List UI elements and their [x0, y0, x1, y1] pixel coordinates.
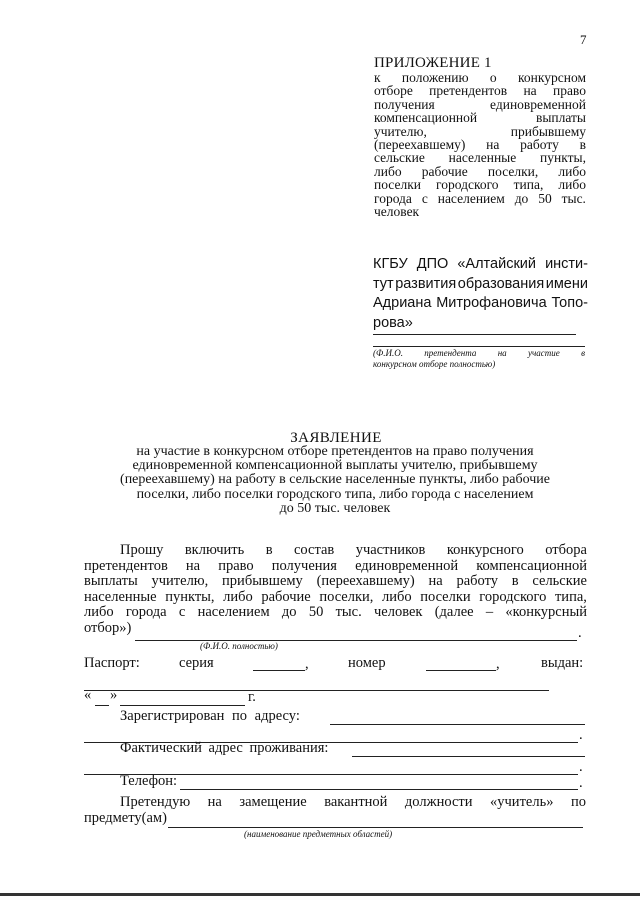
- passport-number-label: номер: [348, 655, 386, 671]
- paragraph-line: [84, 590, 587, 606]
- word: должности: [404, 794, 473, 810]
- word: «Алтайский: [457, 256, 536, 272]
- addressee-line: рова»: [373, 314, 413, 331]
- paragraph-line: [84, 559, 587, 575]
- word: либо: [374, 163, 402, 179]
- page-number: 7: [580, 32, 587, 47]
- word: (Ф.И.О.: [373, 348, 403, 358]
- word: образования: [457, 275, 545, 292]
- word: замещение: [239, 794, 307, 810]
- word: города: [125, 604, 167, 621]
- word: КГБУ: [373, 256, 408, 272]
- addressee-block: [373, 255, 588, 333]
- word: города: [374, 190, 412, 206]
- word: по: [570, 794, 586, 810]
- comma: ,: [305, 656, 309, 672]
- statement-title: ЗАЯВЛЕНИЕ: [290, 430, 382, 446]
- word: населением: [437, 190, 505, 206]
- word: поселки,: [319, 588, 374, 605]
- word: развития: [395, 275, 457, 292]
- word: человек: [373, 604, 423, 621]
- appendix-line: [374, 165, 586, 178]
- word: получения: [271, 557, 337, 574]
- word: либо: [558, 177, 586, 193]
- word: состав: [293, 542, 335, 558]
- appendix-title: ПРИЛОЖЕНИЕ 1: [374, 55, 492, 71]
- word: на: [207, 794, 222, 810]
- vacancy-line: [120, 795, 586, 811]
- word: конкурсного: [446, 542, 524, 558]
- word: вакантной: [324, 794, 388, 810]
- word: выплаты: [535, 110, 586, 126]
- word: на: [185, 557, 201, 574]
- word: типа,: [513, 177, 544, 193]
- date-close-quote: »: [110, 687, 118, 703]
- appendix-line: [374, 111, 586, 124]
- request-paragraph: [84, 543, 587, 621]
- page-bottom-edge: [0, 893, 640, 896]
- word: с: [421, 190, 428, 206]
- appendix-line: [374, 84, 586, 97]
- word: тут: [373, 275, 394, 292]
- passport-date-field[interactable]: [120, 705, 245, 706]
- word: с: [178, 604, 186, 621]
- word: пункты,: [540, 150, 586, 166]
- passport-number-field[interactable]: [426, 670, 496, 671]
- applicant-name-line[interactable]: [373, 334, 576, 335]
- subject-label: предмету(ам): [84, 810, 167, 826]
- fio-caption-line: конкурсном отборе полностью): [373, 359, 496, 369]
- word: пункты,: [165, 588, 215, 605]
- word: имени: [545, 275, 588, 292]
- actual-address-label: Фактический адрес проживания:: [120, 740, 329, 756]
- word: либо: [558, 163, 586, 179]
- word: претендентов: [429, 83, 508, 99]
- word: прибывшему: [222, 573, 303, 590]
- word: на: [497, 348, 507, 358]
- word: работу: [520, 137, 559, 153]
- word: типа,: [554, 588, 587, 605]
- word: Прошу: [120, 542, 164, 558]
- word: включить: [184, 542, 245, 558]
- word: на: [428, 573, 443, 590]
- statement-subtitle: [100, 445, 570, 516]
- appendix-line: [374, 138, 586, 151]
- actual-address-field[interactable]: [352, 756, 585, 757]
- word: компенсационной: [476, 557, 587, 574]
- word: участников: [355, 542, 426, 558]
- word: до: [281, 604, 297, 621]
- addressee-line: [373, 294, 588, 314]
- word: «учитель»: [490, 794, 554, 810]
- passport-issued-field[interactable]: [84, 690, 549, 691]
- paragraph-end: отбор»): [84, 620, 132, 636]
- word: рабочие: [421, 163, 468, 179]
- addressee-line: [373, 275, 588, 295]
- appendix-line: [374, 192, 586, 205]
- word: участие: [527, 348, 560, 358]
- comma: ,: [496, 656, 500, 672]
- appendix-line: [374, 71, 586, 84]
- word: сельские: [374, 150, 425, 166]
- word: (далее: [434, 604, 474, 621]
- word: либо: [382, 588, 412, 605]
- word: тыс.: [561, 190, 586, 206]
- appendix-text: [374, 71, 586, 218]
- subtitle-line: на участие в конкурсном отборе претендентов на право получения: [136, 444, 534, 459]
- addressee-line: [373, 255, 588, 275]
- word: поселки,: [487, 163, 539, 179]
- word: единовременной: [490, 96, 586, 112]
- word: рабочие: [261, 588, 311, 605]
- word: прибывшему: [510, 123, 586, 139]
- paragraph-line: [84, 574, 587, 590]
- word: сельские: [532, 573, 587, 590]
- paragraph-line: [84, 543, 587, 559]
- applicant-fio-caption: [373, 348, 585, 370]
- subtitle-line: (переехавшему) на работу в сельские населенные пункты, либо рабочие: [120, 472, 550, 488]
- word: поселки: [420, 588, 471, 605]
- passport-series-field[interactable]: [253, 670, 305, 671]
- word: 50: [538, 190, 552, 206]
- passport-date-day-field[interactable]: [95, 705, 109, 706]
- word: Претендую: [120, 794, 191, 810]
- word: положению: [401, 70, 469, 85]
- paragraph-line: [84, 605, 587, 621]
- appendix-line: [374, 178, 586, 191]
- word: в: [581, 348, 585, 358]
- passport-label: Паспорт:: [84, 655, 140, 671]
- word: Митрофановича: [436, 295, 547, 311]
- appendix-line: [374, 98, 586, 111]
- period: .: [579, 759, 583, 775]
- word: отбора: [545, 542, 587, 558]
- word: тыс.: [335, 604, 362, 621]
- date-open-quote: «: [84, 687, 92, 703]
- subtitle-line: до 50 тыс. человек: [279, 500, 391, 516]
- word: ДПО: [416, 256, 449, 272]
- word: (переехавшему): [316, 573, 415, 590]
- word: получения: [374, 96, 435, 112]
- period: .: [578, 625, 582, 641]
- registered-address-field[interactable]: [330, 724, 585, 725]
- appendix-line: человек: [374, 204, 420, 220]
- appendix-line: [374, 125, 586, 138]
- subjects-field[interactable]: [168, 827, 583, 828]
- phone-label: Телефон:: [120, 773, 178, 789]
- word: населенные: [448, 150, 517, 166]
- passport-issued-label: выдан:: [541, 655, 584, 671]
- word: о: [489, 70, 497, 85]
- word: претендентов: [84, 557, 168, 574]
- word: единовременной: [355, 557, 459, 574]
- word: населением: [197, 604, 270, 621]
- word: Адриана: [373, 295, 432, 311]
- word: городского: [479, 588, 547, 605]
- appendix-line: [374, 151, 586, 164]
- word: 50: [308, 604, 324, 621]
- period: .: [579, 775, 583, 791]
- passport-series-label: серия: [179, 655, 214, 671]
- phone-field[interactable]: [180, 789, 578, 790]
- period: .: [579, 727, 583, 743]
- word: право: [552, 83, 586, 99]
- registered-address-label: Зарегистрирован по адресу:: [120, 708, 300, 724]
- year-suffix: г.: [248, 689, 256, 705]
- word: в: [265, 542, 273, 558]
- word: конкурсном: [518, 70, 586, 85]
- word: на: [486, 137, 500, 153]
- word: учителю,: [151, 573, 209, 590]
- word: Топо-: [551, 295, 588, 311]
- word: городского: [436, 177, 499, 193]
- word: претендента: [424, 348, 477, 358]
- word: на: [523, 83, 537, 99]
- subtitle-line: единовременной компенсационной выплаты учителю, прибывшему: [132, 458, 538, 474]
- word: либо: [84, 604, 114, 621]
- word: инсти-: [545, 256, 588, 272]
- subtitle-line: поселки, либо поселки городского типа, либо города с населением: [136, 486, 534, 502]
- word: в: [511, 573, 519, 590]
- word: «конкурсный: [505, 604, 587, 621]
- word: учителю,: [374, 123, 427, 139]
- word: населенные: [84, 588, 157, 605]
- word: поселки: [374, 177, 421, 193]
- word: компенсационной: [374, 110, 478, 126]
- word: право: [218, 557, 254, 574]
- word: –: [485, 604, 494, 621]
- word: либо: [223, 588, 253, 605]
- word: выплаты: [84, 573, 138, 590]
- subjects-caption: (наименование предметных областей): [244, 829, 393, 839]
- word: в: [579, 137, 586, 153]
- applicant-name-line-2[interactable]: [373, 346, 585, 347]
- fio-caption-line: [373, 348, 585, 359]
- fio-full-caption: (Ф.И.О. полностью): [200, 641, 278, 651]
- word: (переехавшему): [374, 137, 466, 153]
- word: работу: [456, 573, 498, 590]
- word: до: [514, 190, 529, 206]
- word: к: [374, 70, 381, 85]
- word: отборе: [374, 83, 413, 99]
